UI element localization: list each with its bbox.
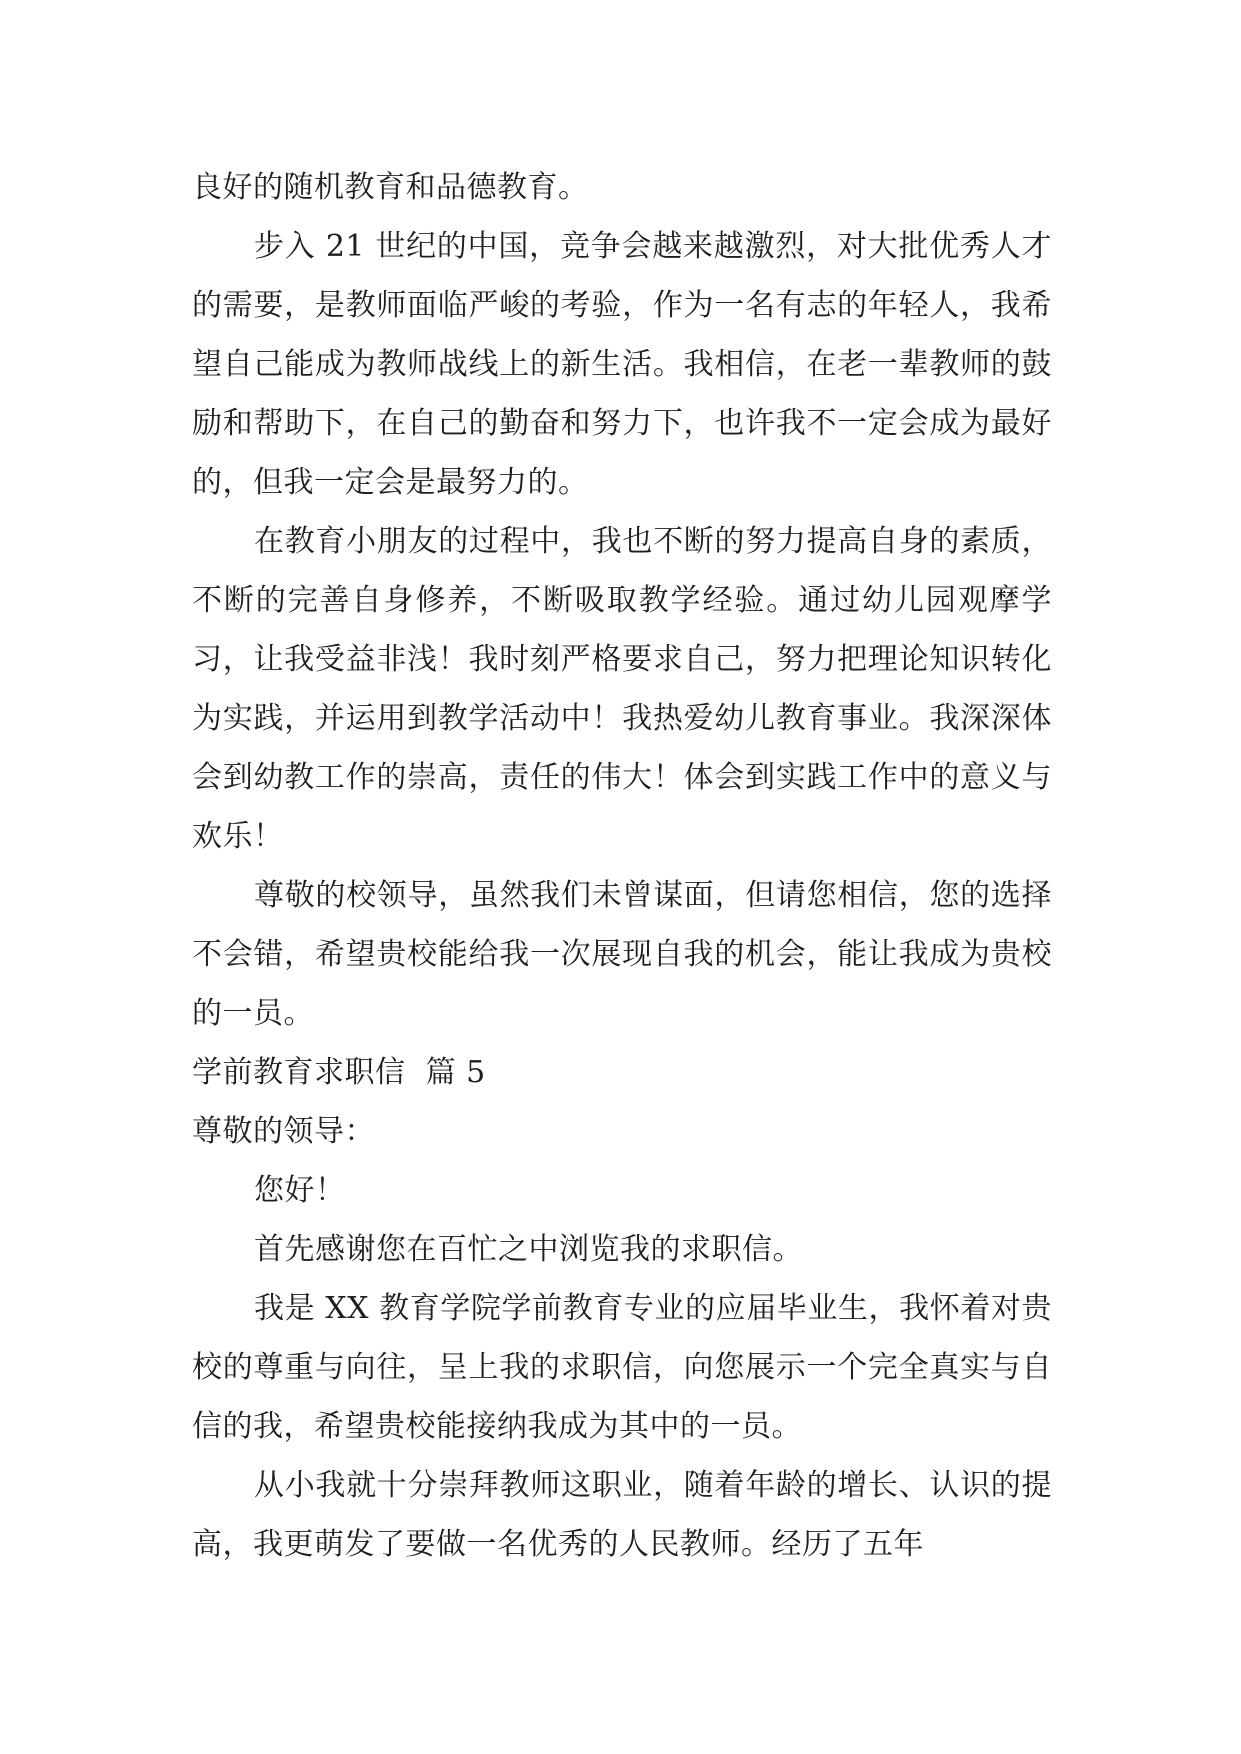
paragraph-closing-appeal: 尊敬的校领导，虽然我们未曾谋面，但请您相信，您的选择不会错，希望贵校能给我一次展现自我的机会，能让我成为贵校的一员。 xyxy=(192,878,1052,1031)
paragraph-motivation: 从小我就十分崇拜教师这职业，随着年龄的增长、认识的提高，我更萌发了要做一名优秀的人民教师。经历了五年 xyxy=(192,1468,1052,1562)
section-heading: 学前教育求职信 篇 5 xyxy=(192,1055,486,1090)
paragraph-thanks: 首先感谢您在百忙之中浏览我的求职信。 xyxy=(254,1232,803,1267)
salutation: 尊敬的领导： xyxy=(192,1114,375,1149)
paragraph-competition: 步入 21 世纪的中国，竞争会越来越激烈，对大批优秀人才的需要，是教师面临严峻的考验，作为一名有志的年轻人，我希望自己能成为教师战线上的新生活。我相信，在老一辈教师的鼓励和帮助下，在自己的勤奋和努力下，也许我不一定会成为最好的，但我一定会是最努力的。 xyxy=(192,229,1052,500)
document-body xyxy=(192,158,1052,1574)
paragraph-introduction: 我是 XX 教育学院学前教育专业的应届毕业生，我怀着对贵校的尊重与向往，呈上我的求职信，向您展示一个完全真实与自信的我，希望贵校能接纳我成为其中的一员。 xyxy=(192,1291,1052,1444)
paragraph-continued: 良好的随机教育和品德教育。 xyxy=(192,170,589,205)
greeting: 您好！ xyxy=(254,1173,346,1208)
paragraph-self-improvement: 在教育小朋友的过程中，我也不断的努力提高自身的素质，不断的完善自身修养，不断吸取教学经验。通过幼儿园观摩学习，让我受益非浅！我时刻严格要求自己，努力把理论知识转化为实践，并运用到教学活动中！我热爱幼儿教育事业。我深深体会到幼教工作的崇高，责任的伟大！体会到实践工作中的意义与欢乐！ xyxy=(192,524,1052,854)
